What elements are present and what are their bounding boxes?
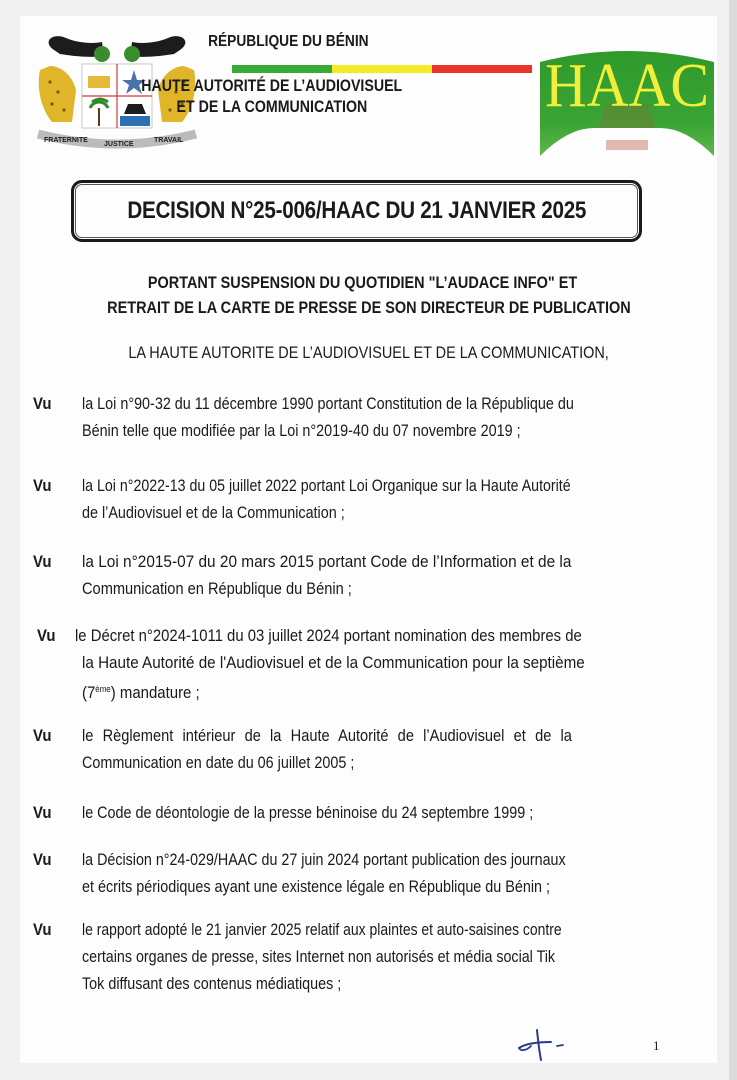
subject-line-1: PORTANT SUSPENSION DU QUOTIDIEN "L’AUDACE INFO" ET: [147, 273, 578, 292]
svg-text:FRATERNITE: FRATERNITE: [44, 137, 88, 144]
vu-label: Vu: [33, 552, 52, 571]
document-page: [20, 16, 717, 1063]
authority-name-line1: HAUTE AUTORITÉ DE L’AUDIOVISUEL: [141, 77, 403, 95]
clause-text: le Décret n°2024-1011 du 03 juillet 2024 portant nomination des membres de la Haute Autorité de l'Audiovisuel et de la Communication pour la septième (7ème) mandature ;: [75, 626, 585, 702]
clause-text: le Règlement intérieur de la Haute Autorité de l’Audiovisuel et de la Communication en date du 06 juillet 2005 ;: [82, 726, 572, 772]
preamble: LA HAUTE AUTORITE DE L’AUDIOVISUEL ET DE LA COMMUNICATION,: [128, 343, 609, 362]
vu-label: Vu: [33, 726, 52, 745]
clause-text: la Décision n°24-029/HAAC du 27 juin 2024 portant publication des journaux et écrits périodiques ayant une existence légale en République du Bénin ;: [82, 850, 566, 896]
vu-label: Vu: [33, 850, 52, 869]
haac-logo-icon: [536, 44, 718, 162]
clause-text: le rapport adopté le 21 janvier 2025 relatif aux plaintes et auto-saisines contre certains organes de presse, sites Internet non autorisés et média social Tik Tok diffusant des contenus médiatiques ;: [82, 920, 562, 993]
vu-label: Vu: [33, 920, 52, 939]
page-number: 1: [653, 1038, 660, 1053]
vu-label: Vu: [33, 476, 52, 495]
initials-signature-icon: [515, 1026, 575, 1062]
vu-label: Vu: [33, 803, 52, 822]
viewer-edge: [729, 0, 737, 1080]
vu-label: Vu: [37, 626, 56, 645]
clause-text: la Loi n°2015-07 du 20 mars 2015 portant Code de l’Information et de la Communication en République du Bénin ;: [82, 552, 572, 598]
clause-text: le Code de déontologie de la presse béninoise du 24 septembre 1999 ;: [82, 803, 534, 822]
flag-yellow-stripe: [332, 65, 432, 73]
clause-text: la Loi n°2022-13 du 05 juillet 2022 portant Loi Organique sur la Haute Autorité de l’Audiovisuel et de la Communication ;: [82, 476, 571, 522]
vu-label: Vu: [33, 394, 52, 413]
decision-title: DECISION N°25-006/HAAC DU 21 JANVIER 2025: [127, 197, 586, 224]
flag-green-stripe: [232, 65, 332, 73]
authority-name-line2: ET DE LA COMMUNICATION: [176, 98, 368, 116]
subject-line-2: RETRAIT DE LA CARTE DE PRESSE DE SON DIRECTEUR DE PUBLICATION: [106, 298, 631, 317]
clause-text: la Loi n°90-32 du 11 décembre 1990 portant Constitution de la République du Bénin telle que modifiée par la Loi n°2019-40 du 07 novembre 2019 ;: [82, 394, 574, 440]
country-name: RÉPUBLIQUE DU BÉNIN: [207, 33, 369, 50]
svg-text:TRAVAIL: TRAVAIL: [154, 137, 184, 144]
decision-title-box: [71, 180, 642, 242]
svg-text:HAAC: HAAC: [545, 52, 709, 120]
flag-color-bar: [232, 65, 532, 73]
svg-text:JUSTICE: JUSTICE: [104, 141, 134, 148]
flag-red-stripe: [432, 65, 532, 73]
